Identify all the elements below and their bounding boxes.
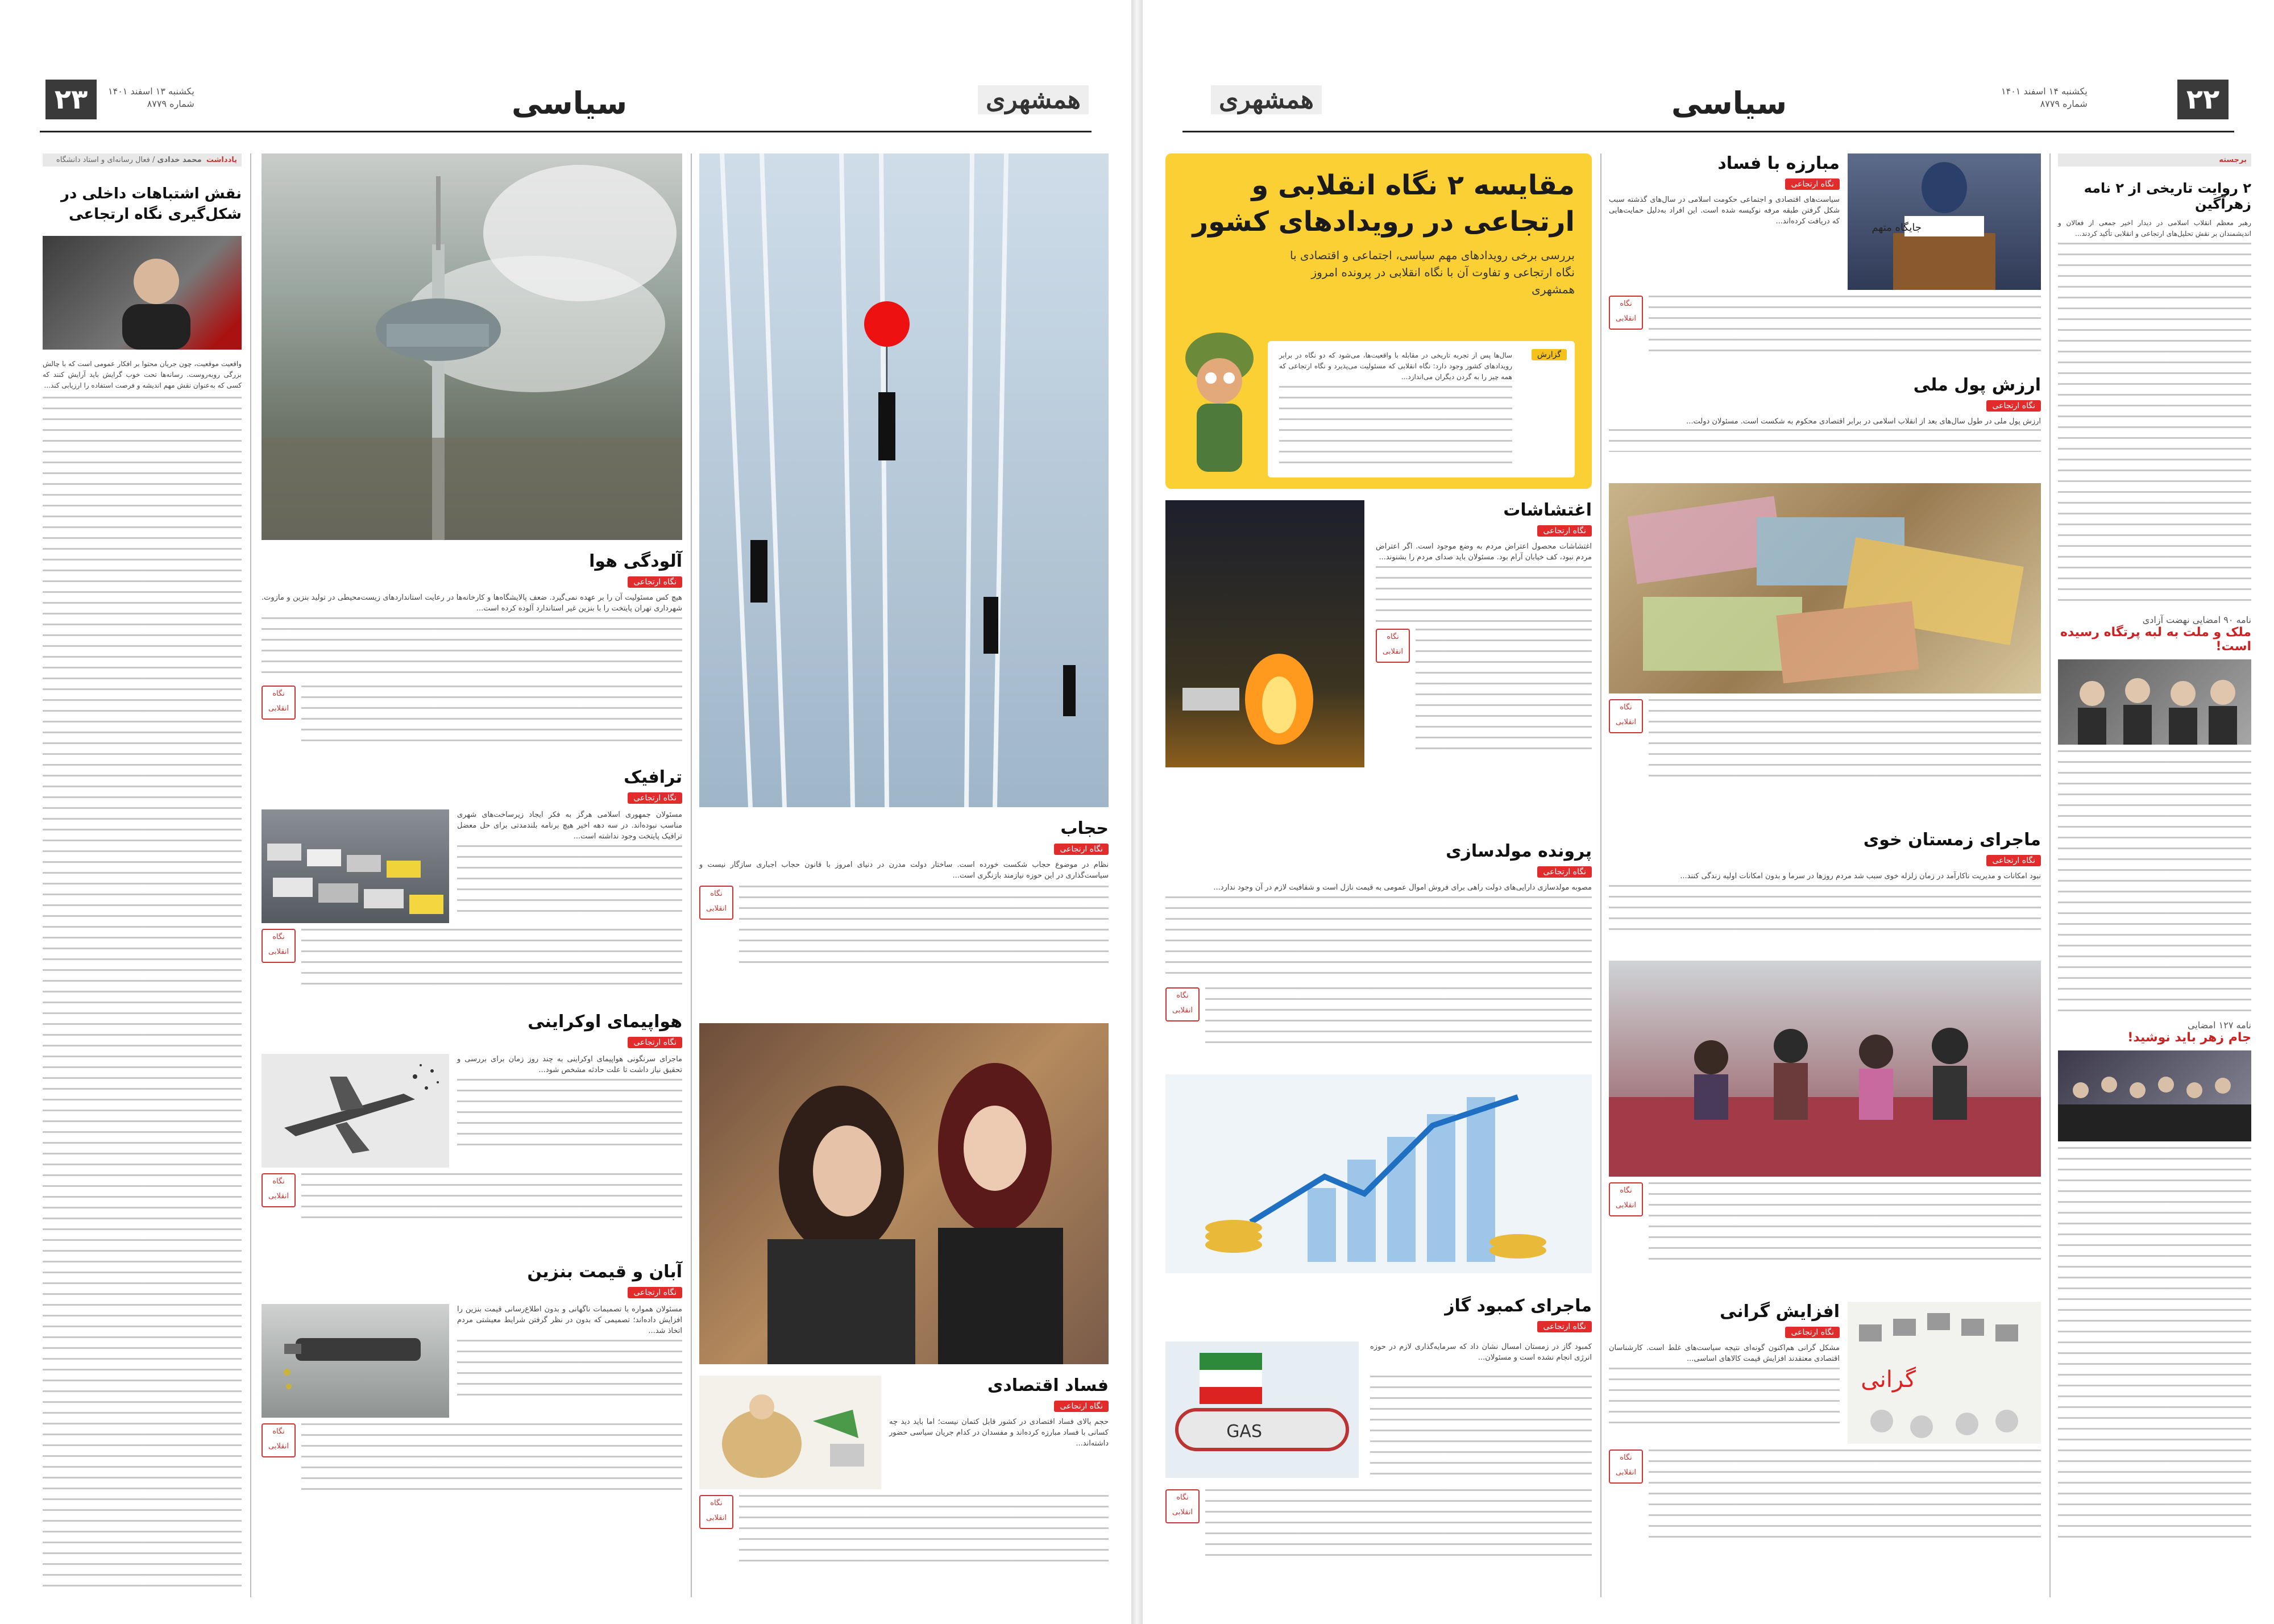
sidebar-sub1-headline: ملک و ملت به لبه پرتگاه رسیده است! bbox=[2060, 625, 2251, 654]
sidebar-label: برجسته bbox=[2058, 153, 2251, 167]
unrest-lines bbox=[1376, 566, 1592, 623]
section-title: سیاسی bbox=[512, 85, 628, 121]
air-pollution-lines bbox=[262, 617, 682, 680]
banknotes-icon bbox=[1609, 483, 2041, 693]
air-pollution-headline: آلودگی هوا bbox=[589, 551, 682, 571]
traffic-revolutionary-lines bbox=[301, 929, 682, 991]
mascot-illustration bbox=[1177, 324, 1262, 477]
feature-headline-2: ارتجاعی در رویدادهای کشور bbox=[1192, 206, 1575, 238]
corruption-lines bbox=[739, 1495, 1109, 1563]
gas-pipe-photo bbox=[1165, 1341, 1359, 1478]
issue-number: شماره ۸۷۷۹ bbox=[2040, 98, 2088, 109]
cars-icon bbox=[262, 809, 449, 923]
column-divider bbox=[691, 153, 692, 1597]
page-gutter bbox=[1131, 0, 1143, 1624]
unrest-body: اغتشاشات محصول اعتراض مردم به وضع موجود است. اگر اعتراض مردم نبود، کف خیابان آرام بود. مسئولان باید صدای مردم را بشنوند... bbox=[1376, 542, 1592, 562]
ukraine-plane-article bbox=[262, 1012, 682, 1224]
traffic-stamp: نگاه انقلابی bbox=[262, 929, 296, 963]
inflation-tag: نگاه ارتجاعی bbox=[1785, 1327, 1840, 1338]
corruption-article bbox=[699, 1376, 1109, 1563]
unrest-stamp: نگاه انقلابی bbox=[1376, 629, 1410, 663]
sidebar-body: رهبر معظم انقلاب اسلامی در دیدار اخیر جمعی از فعالان و اندیشمندان بر نقش تحلیل‌های ارتجاعی و انقلابی تأکید کردند... bbox=[2058, 219, 2251, 238]
housing-lines bbox=[1165, 896, 1592, 982]
gasoline-tag: نگاه ارتجاعی bbox=[628, 1287, 682, 1298]
opinion-author: محمد خدادی bbox=[157, 156, 202, 164]
traffic-tag: نگاه ارتجاعی bbox=[628, 792, 682, 804]
ukraine-plane-revolutionary-lines bbox=[301, 1173, 682, 1224]
feature-headline-1: مقایسه ۲ نگاه انقلابی و bbox=[1251, 169, 1575, 201]
fire-icon bbox=[1165, 500, 1364, 767]
traffic-article bbox=[262, 767, 682, 991]
feature-report-box bbox=[1268, 341, 1575, 477]
currency-headline: ارزش پول ملی bbox=[1913, 375, 2041, 395]
sidebar-sub2-lines bbox=[2058, 1147, 2251, 1545]
opinion-column bbox=[43, 153, 242, 1609]
gasoline-body: مسئولان همواره با تصمیمات ناگهانی و بدون اطلاع‌رسانی قیمت بنزین را افزایش داده‌اند؛ تصمیمی که بدون در نظر گرفتن شرایط معیشتی مردم اتخاذ شد... bbox=[457, 1305, 682, 1335]
hijab-stamp: نگاه انقلابی bbox=[699, 886, 733, 920]
cartoon-word: گرانی bbox=[1861, 1367, 1916, 1393]
khoy-lines bbox=[1609, 885, 2041, 936]
court-podium-icon bbox=[1848, 153, 2041, 290]
khoy-headline: ماجرای زمستان خوی bbox=[1863, 830, 2041, 850]
hijab-body: نظام در موضوع حجاب شکست خورده است. ساختار دولت مدرن در دنیای امروز با قانون حجاب اجباری سازگار نیست و سیاست‌گذاری در این حوزه نیازمند بازنگری است... bbox=[699, 861, 1109, 880]
air-pollution-article bbox=[262, 551, 682, 748]
protest-cartoon-icon bbox=[1848, 1302, 2041, 1444]
hijab-article bbox=[699, 819, 1109, 971]
group-portraits-icon bbox=[2058, 659, 2251, 745]
gas-shortage-lines bbox=[1370, 1376, 1592, 1478]
air-pollution-body: هیچ کس مسئولیت آن را بر عهده نمی‌گیرد. ضعف پالایشگاه‌ها و کارخانه‌ها در رعایت استانداردهای زیست‌محیطی در تولید بنزین و مازوت. شهرداری تهران پایتخت را با بنزین غیر استاندارد آلوده کرده است... bbox=[262, 593, 682, 613]
crowd-icon bbox=[2058, 1050, 2251, 1141]
traffic-body: مسئولان جمهوری اسلامی هرگز به فکر ایجاد زیرساخت‌های شهری مناسب نبوده‌اند. در سه دهه اخیر هیچ برنامه بلندمدتی برای حل معضل ترافیک پایتخت وجود نداشته است... bbox=[457, 811, 682, 841]
ukraine-plane-tag: نگاه ارتجاعی bbox=[628, 1037, 682, 1048]
gas-shortage-revolutionary-lines bbox=[1205, 1489, 1592, 1557]
gasoline-lines bbox=[457, 1340, 682, 1402]
unrest-photo bbox=[1165, 500, 1364, 767]
sidebar-sub2-label: نامه ۱۲۷ امضایی bbox=[2188, 1020, 2251, 1031]
ukraine-plane-body: ماجرای سرنگونی هواپیمای اوکراینی به چند روز زمان برای بررسی و تحقیق نیاز داشت تا علت حادثه مشخص شود... bbox=[457, 1055, 682, 1074]
hijab-headline: حجاب bbox=[1060, 819, 1109, 838]
issue-number: شماره ۸۷۷۹ bbox=[147, 98, 194, 109]
khoy-revolutionary-lines bbox=[1649, 1182, 2041, 1262]
growth-chart-illustration bbox=[1165, 1074, 1592, 1273]
inflation-cartoon bbox=[1848, 1302, 2041, 1444]
newspaper-logo: همشهری bbox=[978, 85, 1089, 114]
inflation-article bbox=[1609, 1302, 2041, 1546]
column-divider bbox=[250, 153, 251, 1597]
author-photo bbox=[43, 236, 242, 350]
fight-corruption-article bbox=[1609, 153, 2041, 358]
ukraine-plane-illustration bbox=[262, 1054, 449, 1168]
fuel-nozzle-icon bbox=[262, 1304, 449, 1418]
khoy-tent-photo bbox=[1609, 961, 2041, 1177]
column-divider bbox=[1600, 153, 1601, 1597]
housing-article bbox=[1165, 841, 1592, 1050]
sidebar-sub2-headline: جام زهر باید نوشید! bbox=[2127, 1031, 2251, 1045]
newspaper-logo: همشهری bbox=[1211, 85, 1322, 114]
housing-tag: نگاه ارتجاعی bbox=[1537, 866, 1592, 878]
fight-corruption-body: سیاست‌های اقتصادی و اجتماعی حکومت اسلامی در سال‌های گذشته سبب شکل گرفتن طبقه مرفه نوکیسه شده است. این افراد به‌دلیل حمایت‌هایی که دریافت کرده‌اند... bbox=[1609, 196, 1840, 226]
page-number: ۲۳ bbox=[45, 80, 97, 119]
housing-headline: پرونده مولدسازی bbox=[1446, 841, 1592, 861]
inflation-revolutionary-lines bbox=[1649, 1449, 2041, 1546]
fight-corruption-tag: نگاه ارتجاعی bbox=[1785, 178, 1840, 190]
opinion-label: یادداشت bbox=[206, 156, 237, 164]
hijab-photo bbox=[699, 1023, 1109, 1364]
fight-corruption-headline: مبارزه با فساد bbox=[1717, 153, 1840, 173]
report-label: گزارش bbox=[1532, 349, 1567, 360]
khoy-tag: نگاه ارتجاعی bbox=[1986, 855, 2041, 866]
hijab-lines bbox=[739, 886, 1109, 971]
ukraine-plane-stamp: نگاه انقلابی bbox=[262, 1173, 296, 1207]
gasoline-headline: آبان و قیمت بنزین bbox=[527, 1262, 682, 1282]
gas-pipe-label: GAS bbox=[1226, 1422, 1262, 1442]
defendant-photo bbox=[1848, 153, 2041, 290]
date-info bbox=[2001, 85, 2088, 110]
khoy-article bbox=[1609, 830, 2041, 936]
tehran-pollution-photo bbox=[262, 153, 682, 540]
feature-box bbox=[1165, 153, 1592, 489]
corruption-cartoon bbox=[699, 1376, 881, 1489]
gasoline-stamp: نگاه انقلابی bbox=[262, 1423, 296, 1457]
air-pollution-stamp: نگاه انقلابی bbox=[262, 686, 296, 720]
balloon-ladder-icon bbox=[699, 153, 1109, 807]
family-in-tent-icon bbox=[1609, 961, 2041, 1177]
housing-revolutionary-lines bbox=[1205, 987, 1592, 1050]
khoy-revolutionary bbox=[1609, 1182, 2041, 1262]
inflation-headline: افزایش گرانی bbox=[1720, 1302, 1840, 1322]
currency-article bbox=[1609, 375, 2041, 452]
column-divider bbox=[2049, 153, 2051, 1597]
hijab-tag: نگاه ارتجاعی bbox=[1054, 844, 1109, 855]
ladders-illustration bbox=[699, 153, 1109, 807]
fight-corruption-stamp: نگاه انقلابی bbox=[1609, 296, 1643, 330]
page-23 bbox=[0, 0, 1131, 1624]
traffic-lines bbox=[457, 845, 682, 919]
gasoline-revolutionary-lines bbox=[301, 1423, 682, 1497]
air-pollution-tag: نگاه ارتجاعی bbox=[628, 576, 682, 588]
ukraine-plane-headline: هواپیمای اوکراینی bbox=[528, 1012, 682, 1032]
gas-shortage-body: کمبود گاز در زمستان امسال نشان داد که سرمایه‌گذاری لازم در حوزه انرژی انجام نشده است و مسئولان... bbox=[1370, 1343, 1592, 1362]
milad-tower-icon bbox=[262, 153, 682, 540]
currency-tag: نگاه ارتجاعی bbox=[1986, 400, 2041, 412]
currency-body: ارزش پول ملی در طول سال‌های بعد از انقلاب اسلامی در برابر اقتصادی محکوم به شکست است. مسئولان دولت... bbox=[1686, 417, 2041, 426]
air-pollution-revolutionary-lines bbox=[301, 686, 682, 748]
page-22 bbox=[1143, 0, 2274, 1624]
unrest-headline: اغتشاشات bbox=[1503, 500, 1592, 520]
sidebar-sub1-label: نامه ۹۰ امضایی نهضت آزادی bbox=[2142, 614, 2251, 625]
unrest-tag: نگاه ارتجاعی bbox=[1537, 525, 1592, 537]
inflation-lines bbox=[1609, 1368, 1840, 1430]
gas-shortage-article bbox=[1165, 1296, 1592, 1517]
currency-revolutionary bbox=[1609, 699, 2041, 784]
date: یکشنبه ۱۳ اسفند ۱۴۰۱ bbox=[108, 86, 194, 97]
feature-subhead: بررسی برخی رویدادهای مهم سیاسی، اجتماعی و اقتصادی با نگاه ارتجاعی و تفاوت آن با نگاه انقلابی در پرونده امروز همشهری bbox=[1289, 248, 1575, 296]
sidebar-crowd-photo bbox=[2058, 1050, 2251, 1141]
unrest-article bbox=[1376, 500, 1592, 754]
fat-man-cartoon-icon bbox=[699, 1376, 881, 1489]
ukraine-plane-lines bbox=[457, 1079, 682, 1147]
inflation-stamp: نگاه انقلابی bbox=[1609, 1449, 1643, 1484]
khoy-body: نبود امکانات و مدیریت ناکارآمد در زمان زلزله خوی سبب شد مردم روزها در سرما و بدون امکانات اولیه زندگی کنند... bbox=[1680, 872, 2041, 880]
corruption-tag: نگاه ارتجاعی bbox=[1054, 1401, 1109, 1412]
khoy-stamp: نگاه انقلابی bbox=[1609, 1182, 1643, 1216]
gasoline-article bbox=[262, 1262, 682, 1497]
section-title: سیاسی bbox=[1671, 85, 1787, 121]
unrest-revolutionary-lines bbox=[1416, 629, 1592, 754]
inflation-body: مشکل گرانی هم‌اکنون گونه‌ای نتیجه سیاست‌های غلط است. کارشناسان اقتصادی معتقدند افزایش قیمت کالاهای اساسی... bbox=[1609, 1344, 1840, 1363]
opinion-body-lines bbox=[43, 397, 242, 1590]
housing-body: مصوبه مولدسازی دارایی‌های دولت راهی برای فروش اموال عمومی به قیمت نازل است و شفافیت لازم در آن وجود ندارد... bbox=[1213, 883, 1592, 892]
gas-shortage-stamp: نگاه انقلابی bbox=[1165, 1489, 1200, 1523]
sidebar-column bbox=[2058, 153, 2251, 1545]
gas-shortage-tag: نگاه ارتجاعی bbox=[1537, 1321, 1592, 1332]
detective-mascot-icon bbox=[1177, 324, 1262, 477]
feature-body-lines bbox=[1279, 386, 1512, 466]
opinion-author-role: / فعال رسانه‌ای و استاد دانشگاه bbox=[56, 156, 155, 164]
corruption-stamp: نگاه انقلابی bbox=[699, 1495, 733, 1529]
gas-pipe-flag-icon bbox=[1165, 1341, 1359, 1478]
sidebar-sub1-lines bbox=[2058, 750, 2251, 1012]
housing-stamp: نگاه انقلابی bbox=[1165, 987, 1200, 1021]
traffic-photo bbox=[262, 809, 449, 923]
date-info bbox=[108, 85, 194, 110]
currency-stamp: نگاه انقلابی bbox=[1609, 699, 1643, 733]
page-number: ۲۲ bbox=[2177, 80, 2229, 119]
opinion-label-bar bbox=[43, 153, 242, 167]
sidebar-headline: ۲ روایت تاریخی از ۲ نامه زهرآگین bbox=[2084, 180, 2251, 212]
author-portrait-icon bbox=[43, 236, 242, 350]
opinion-body: واقعیت موقعیت، چون جریان محتوا بر افکار عمومی است که با چالش بزرگی روبه‌روست. رسانه‌ها تحت خوب گرایش باید آرایش کنند که کسی که به‌عنوان نقش مهم اندیشه و فرصت استفاده را ارزیابی کند... bbox=[43, 360, 242, 389]
currency-lines bbox=[1609, 429, 2041, 452]
airplane-icon bbox=[262, 1054, 449, 1168]
traffic-headline: ترافیک bbox=[624, 767, 682, 787]
corruption-body: حجم بالای فساد اقتصادی در کشور قابل کتمان نیست؛ اما باید دید چه کسانی با فساد مبارزه کرده‌اند و مفسدان در کدام جریان سیاسی حضور داشته‌اند... bbox=[889, 1418, 1109, 1448]
banknotes-photo bbox=[1609, 483, 2041, 693]
women-figures-icon bbox=[699, 1023, 1109, 1364]
date: یکشنبه ۱۴ اسفند ۱۴۰۱ bbox=[2001, 86, 2088, 97]
podium-sign: جایگاه متهم bbox=[1872, 222, 1922, 234]
rising-chart-coins-icon bbox=[1165, 1074, 1592, 1273]
fuel-nozzle-photo bbox=[262, 1304, 449, 1418]
fight-corruption-lines bbox=[1649, 296, 2041, 358]
sidebar-group-photo bbox=[2058, 659, 2251, 745]
currency-revolutionary-lines bbox=[1649, 699, 2041, 784]
corruption-headline: فساد اقتصادی bbox=[987, 1376, 1109, 1395]
opinion-headline: نقش اشتباهات داخلی در شکل‌گیری نگاه ارتجاعی bbox=[61, 185, 242, 223]
feature-body: سال‌ها پس از تجربه تاریخی در مقابله با واقعیت‌ها، می‌شود که دو نگاه در برابر رویدادهای کشور وجود دارد: نگاه انقلابی که مسئولیت می‌پذیرد و نگاه ارتجاعی که همه چیز را به گردن دیگران می‌اندازد... bbox=[1279, 351, 1512, 381]
sidebar-body-lines bbox=[2058, 243, 2251, 607]
gas-shortage-headline: ماجرای کمبود گاز bbox=[1445, 1296, 1592, 1316]
